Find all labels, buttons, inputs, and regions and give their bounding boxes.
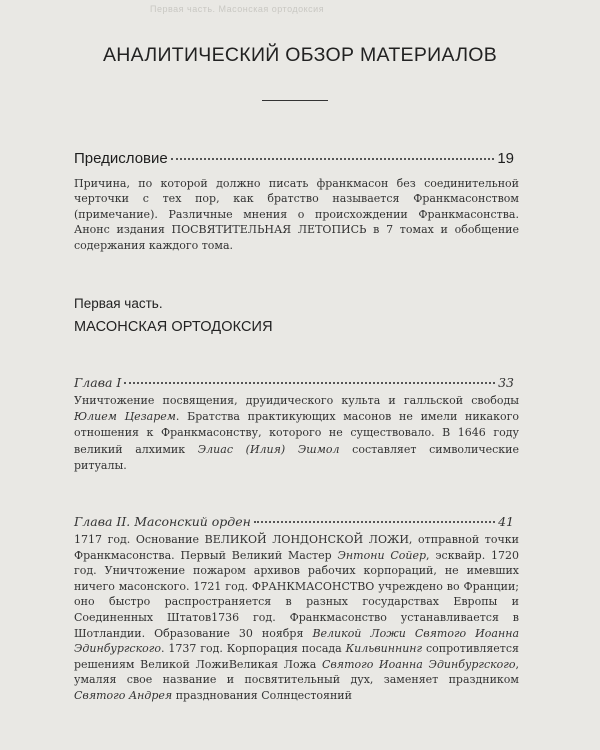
toc-entry-label: Глава II. Масонский орден: [74, 514, 251, 529]
chapter-1-summary: Уничтожение посвящения, друидического культа и галльской свободы Юлием Цезарем. Братства практикующих масонов не имели никакого отношения к Франкмасонству, которого не существовало. В 1646 году великий алхимик Элиас (Илия) Эшмол составляет символические ритуалы.: [74, 394, 519, 472]
toc-entry-preface: [74, 150, 514, 167]
toc-page-number: 33: [498, 375, 514, 390]
toc-entry-chapter-2: [74, 514, 514, 529]
dot-leader: [124, 382, 495, 384]
toc-page-number: 19: [497, 150, 514, 167]
toc-entry-label: Глава I: [74, 375, 122, 390]
toc-entry-chapter-1: [74, 375, 514, 390]
chapter-2-summary: 1717 год. Основание ВЕЛИКОЙ ЛОНДОНСКОЙ ЛОЖИ, отправной точки Франкмасонства. Первый Великий Мастер Энтони Сойер, эсквайр. 1720 год. Уничтожение пожаром архивов рабочих корпораций, не имевших ничего масонского. 1721 год. ФРАНКМАСОНСТВО учреждено во Франции; оно быстро распространяется в разных государствах Европы и Соединенных Штатов1736 год. Франкмасонство устанавливается в Шотландии. Образование 30 ноября Великой Ложи Святого Иоанна Эдинбургского. 1737 год. Корпорация посада Кильвиннинг сопротивляется решениям Великой ЛожиВеликая Ложа Святого Иоанна Эдинбургского, умаляя свое название и посвятительный дух, заменяет праздником Святого Андрея празднования Солнцестояний: [74, 533, 520, 702]
part-title: МАСОНСКАЯ ОРТОДОКСИЯ: [74, 319, 273, 335]
toc-page-number: 41: [498, 514, 514, 529]
dot-leader: [171, 158, 495, 160]
page-title: АНАЛИТИЧЕСКИЙ ОБЗОР МАТЕРИАЛОВ: [102, 44, 498, 66]
dot-leader: [254, 521, 495, 523]
title-underline: [262, 100, 328, 101]
preface-summary: Причина, по которой должно писать франкмасон без соединительной черточки с тех пор, как братство называется Франкмасонством (примечание). Различные мнения о происхождении Франкмасонства. Анонс издания ПОСВЯТИТЕЛЬНАЯ ЛЕТОПИСЬ в 7 томах и обобщение содержания каждого тома.: [74, 177, 519, 252]
toc-entry-label: Предисловие: [74, 150, 168, 167]
running-header-bleed: Первая часть. Масонская ортодоксия: [150, 4, 325, 14]
part-label: Первая часть.: [74, 296, 163, 311]
